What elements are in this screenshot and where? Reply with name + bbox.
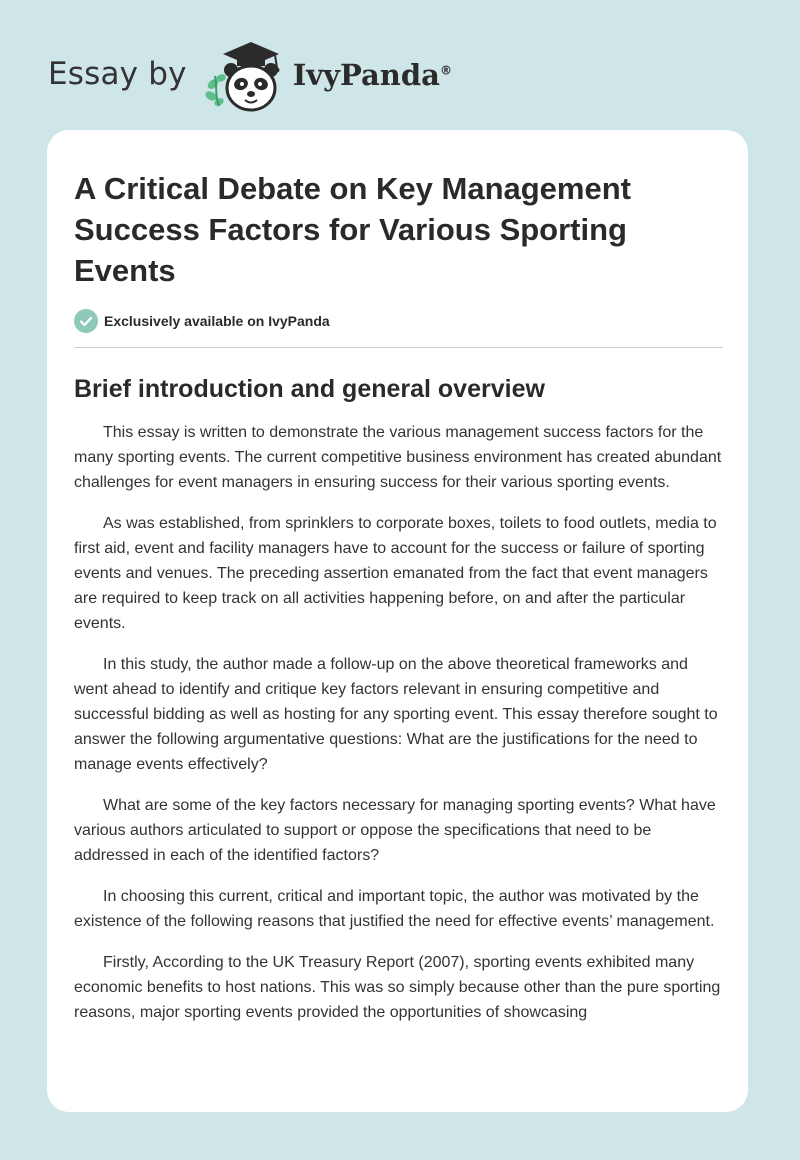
check-circle-icon xyxy=(74,309,98,333)
brand-prefix: Essay by xyxy=(48,56,187,92)
registered-mark: ® xyxy=(439,63,452,78)
paragraph: As was established, from sprinklers to corporate boxes, toilets to food outlets, media to first aid, event and facility managers have to account for the success or failure of sporting events and venues. The preceding assertion emanated from the fact that event managers are required to keep track on all activities happening before, on and after the particular events. xyxy=(74,515,717,632)
essay-content xyxy=(74,168,723,1041)
essay-body xyxy=(74,420,723,1025)
brand-header xyxy=(48,36,452,116)
section-heading: Brief introduction and general overview xyxy=(74,375,545,403)
essay-card xyxy=(47,130,748,1112)
panda-logo-icon xyxy=(201,36,287,116)
paragraph: In choosing this current, critical and important topic, the author was motivated by the existence of the following reasons that justified the need for effective events’ management. xyxy=(74,888,715,930)
brand-name xyxy=(293,58,452,92)
exclusive-badge xyxy=(74,308,723,334)
essay-title: A Critical Debate on Key Management Success Factors for Various Sporting Events xyxy=(74,171,631,288)
paragraph: This essay is written to demonstrate the various management success factors for the many sporting events. The current competitive business environment has created abundant challenges for event managers in ensuring success for their various sporting events. xyxy=(74,424,722,491)
brand-name-text: IvyPanda xyxy=(292,58,440,92)
paragraph: What are some of the key factors necessary for managing sporting events? What have various authors articulated to support or oppose the specifications that need to be addressed in each of the identified factors? xyxy=(74,797,716,864)
paragraph: Firstly, According to the UK Treasury Report (2007), sporting events exhibited many economic benefits to host nations. This was so simply because other than the pure sporting reasons, major sporting events provided the opportunities of showcasing xyxy=(74,954,721,1021)
divider xyxy=(74,347,723,348)
exclusive-badge-text: Exclusively available on IvyPanda xyxy=(104,313,330,329)
paragraph: In this study, the author made a follow-up on the above theoretical frameworks and went ahead to identify and critique key factors relevant in ensuring competitive and successful bidding as well as hosting for any sporting event. This essay therefore sought to answer the following argumentative questions: What are the justifications for the need to manage events effectively? xyxy=(74,656,718,773)
